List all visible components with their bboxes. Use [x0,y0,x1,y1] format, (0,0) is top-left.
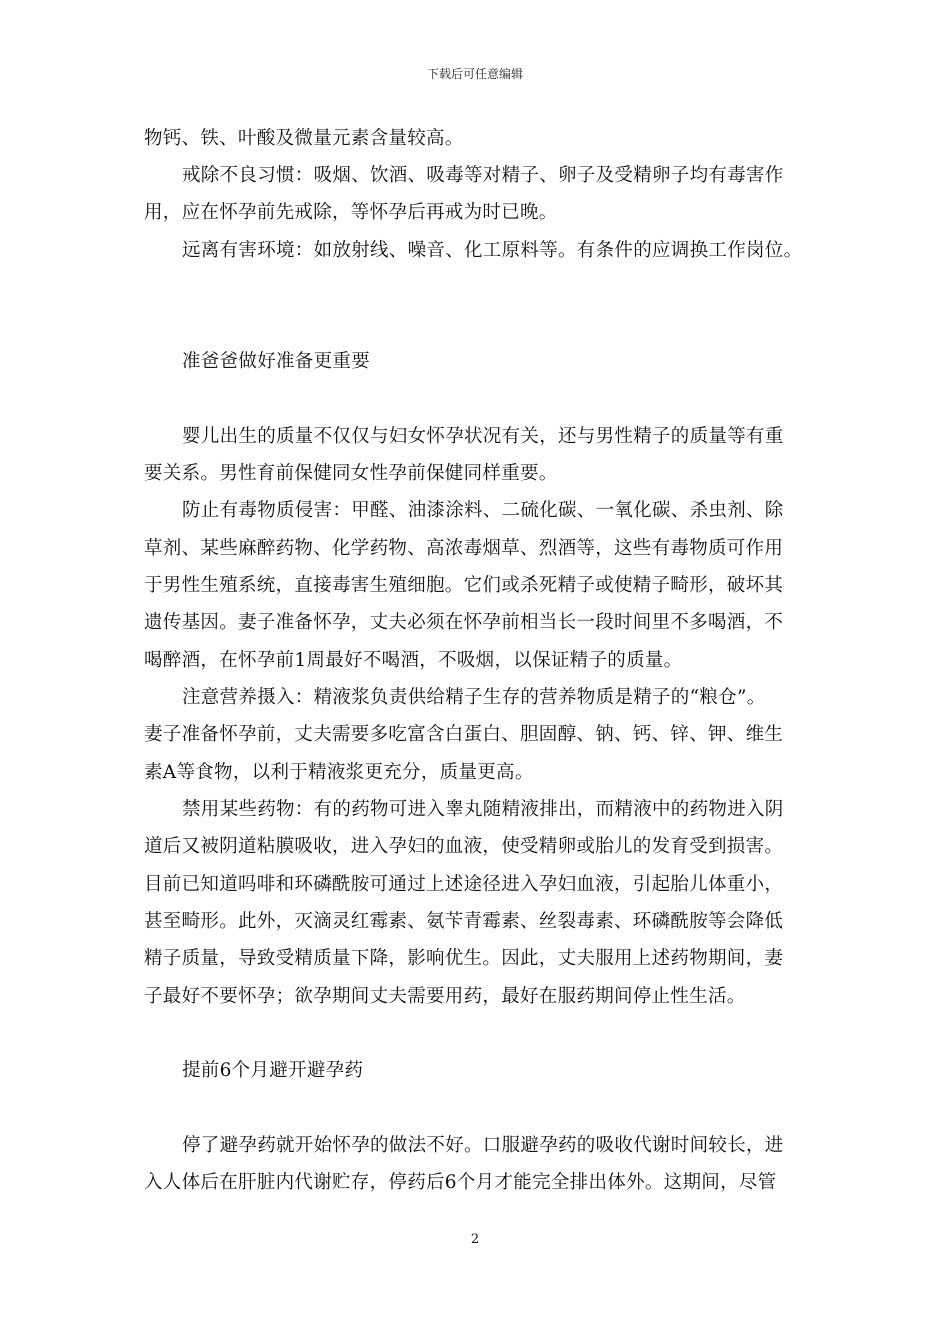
text-line: 子最好不要怀孕；欲孕期间丈夫需要用药，最好在服药期间停止性生活。 [144,986,746,1007]
page-number: 2 [470,1232,480,1247]
text-line: 远离有害环境：如放射线、噪音、化工原料等。有条件的应调换工作岗位。 [182,240,803,261]
text-line: 停了避孕药就开始怀孕的做法不好。口服避孕药的吸收代谢时间较长，进 [182,1135,784,1156]
text-line: 于男性生殖系统，直接毒害生殖细胞。它们或杀死精子或使精子畸形，破坏其 [144,575,784,596]
text-line: 草剂、某些麻醉药物、化学药物、高浓毒烟草、烈酒等，这些有毒物质可作用 [144,538,784,559]
text-line: 入人体后在肝脏内代谢贮存，停药后6个月才能完全排出体外。这期间，尽管 [144,1172,777,1193]
text-line: 要关系。男性育前保健同女性孕前保健同样重要。 [144,463,558,484]
text-line: 遗传基因。妻子准备怀孕，丈夫必须在怀孕前相当长一段时间里不多喝酒，不 [144,612,784,633]
text-line: 婴儿出生的质量不仅仅与妇女怀孕状况有关，还与男性精子的质量等有重 [182,426,784,447]
section-heading: 准爸爸做好准备更重要 [182,351,371,372]
text-line: 妻子准备怀孕前，丈夫需要多吃富含白蛋白、胆固醇、钠、钙、锌、钾、维生 [144,724,784,745]
text-line: 素A等食物，以利于精液浆更充分，质量更高。 [144,762,534,783]
text-line: 用，应在怀孕前先戒除，等怀孕后再戒为时已晚。 [144,202,558,223]
text-line: 禁用某些药物：有的药物可进入睾丸随精液排出，而精液中的药物进入阴 [182,799,784,820]
text-line: 物钙、铁、叶酸及微量元素含量较高。 [144,128,464,149]
text-line: 喝醉酒，在怀孕前1周最好不喝酒，不吸烟，以保证精子的质量。 [144,650,683,671]
page-header: 下载后可任意编辑 [426,67,523,81]
text-line: 防止有毒物质侵害：甲醛、油漆涂料、二硫化碳、一氧化碳、杀虫剂、除 [182,500,784,521]
text-line: 目前已知道吗啡和环磷酰胺可通过上述途径进入孕妇血液，引起胎儿体重小， [144,874,784,895]
text-line: 甚至畸形。此外，灭滴灵红霉素、氨苄青霉素、丝裂毒素、环磷酰胺等会降低 [144,911,784,932]
text-line: 注意营养摄入：精液浆负责供给精子生存的营养物质是精子的“粮仓”。 [182,687,766,708]
text-line: 道后又被阴道粘膜吸收，进入孕妇的血液，使受精卵或胎儿的发育受到损害。 [144,836,784,857]
text-line: 戒除不良习惯：吸烟、饮酒、吸毒等对精子、卵子及受精卵子均有毒害作 [182,165,784,186]
text-line: 精子质量，导致受精质量下降，影响优生。因此，丈夫服用上述药物期间，妻 [144,948,784,969]
section-heading: 提前6个月避开避孕药 [182,1060,364,1081]
